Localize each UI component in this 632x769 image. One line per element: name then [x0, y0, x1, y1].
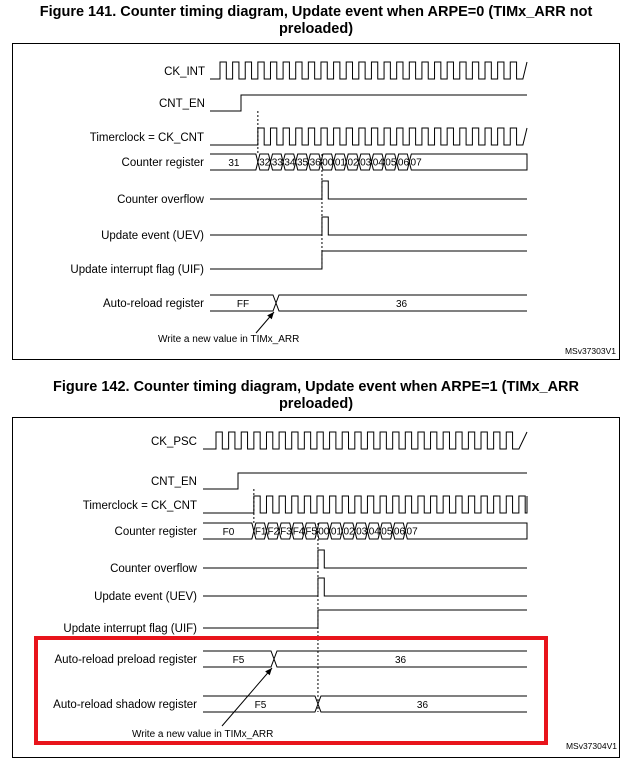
counter-cell-value: 01 — [330, 526, 342, 538]
auto-reload-register-new-value: 36 — [394, 655, 407, 666]
auto-reload-shadow-register-old-value: F5 — [254, 700, 267, 711]
counter-cell-value: 02 — [347, 157, 359, 169]
figure-142-title-line1: Figure 142. Counter timing diagram, Update event when ARPE=1 (TIMx_ARR — [53, 379, 579, 395]
counter-cell-value: 06 — [393, 526, 406, 538]
auto-reload-register-new-value: 36 — [395, 299, 408, 310]
write-new-value-note: Write a new value in TIMx_ARR — [158, 334, 300, 345]
counter-initial-value: 31 — [228, 158, 240, 169]
auto-reload-register-old-value: F5 — [232, 655, 245, 666]
timerclock-label: Timerclock = CK_CNT — [82, 500, 197, 512]
counter-cell — [405, 523, 527, 539]
counter-initial-value: F0 — [222, 527, 235, 538]
auto-reload-shadow-register-label: Auto-reload shadow register — [53, 699, 197, 711]
counter-cell-value: 36 — [309, 157, 321, 169]
cnt-en-label: CNT_EN — [150, 476, 197, 488]
figure-reference-code: MSv37304V1 — [565, 741, 617, 751]
uif-waveform — [203, 610, 527, 628]
clock-label: CK_INT — [164, 66, 205, 78]
figure-142-title-line2: preloaded) — [278, 396, 354, 412]
auto-reload-register-label: Auto-reload register — [103, 298, 204, 310]
counter-overflow-label: Counter overflow — [117, 194, 204, 206]
counter-overflow-waveform — [203, 550, 527, 568]
counter-cell-value: 07 — [410, 157, 422, 169]
counter-register-label: Counter register — [121, 157, 204, 169]
counter-cell-value: 35 — [296, 157, 309, 169]
counter-cell-value: F5 — [305, 526, 317, 538]
counter-overflow-label: Counter overflow — [110, 563, 197, 575]
counter-cell-value: F2 — [267, 526, 280, 538]
counter-cell-value: 32 — [259, 157, 271, 169]
counter-cell-value: 05 — [385, 157, 397, 169]
update-interrupt-flag-label: Update interrupt flag (UIF) — [70, 264, 204, 276]
update-event-waveform — [203, 578, 527, 596]
counter-cell-value: 04 — [368, 526, 380, 538]
update-interrupt-flag-label: Update interrupt flag (UIF) — [63, 623, 197, 635]
timerclock-label: Timerclock = CK_CNT — [89, 132, 204, 144]
auto-reload-register-old-value: FF — [236, 299, 250, 310]
counter-cell-value: 07 — [406, 526, 418, 538]
figure-141-title-line2: preloaded) — [278, 21, 354, 37]
auto-reload-register-label: Auto-reload preload register — [54, 654, 197, 666]
timerclock-waveform — [203, 496, 527, 513]
counter-cell-value: 00 — [318, 526, 330, 538]
counter-cell-value: 05 — [381, 526, 393, 538]
figure-141-title-line1: Figure 141. Counter timing diagram, Update event when ARPE=0 (TIMx_ARR not — [39, 4, 593, 20]
counter-cell-value: F3 — [280, 526, 292, 538]
counter-cell-value: F1 — [254, 526, 267, 538]
cnt-en-label: CNT_EN — [158, 98, 205, 110]
counter-cell-value: 33 — [271, 157, 283, 169]
figure-reference-code: MSv37303V1 — [564, 346, 616, 356]
counter-cell-value: 06 — [397, 157, 410, 169]
counter-cell-value: 00 — [322, 157, 334, 169]
counter-cell-value: 34 — [284, 157, 296, 169]
auto-reload-shadow-register-new-value: 36 — [416, 700, 429, 711]
counter-cell-value: 01 — [334, 157, 346, 169]
counter-cell-value: 03 — [360, 157, 372, 169]
cnt-en-waveform — [203, 473, 527, 489]
write-annotation-arrow-line — [222, 668, 272, 726]
counter-cell-value: 04 — [372, 157, 384, 169]
clock-label: CK_PSC — [150, 436, 197, 448]
counter-cell-value: F4 — [292, 526, 305, 538]
write-new-value-note: Write a new value in TIMx_ARR — [132, 729, 274, 740]
update-event-label: Update event (UEV) — [94, 591, 197, 603]
counter-cell-value: 03 — [356, 526, 368, 538]
counter-cell-value: 02 — [343, 526, 355, 538]
counter-register-label: Counter register — [114, 526, 197, 538]
clock-waveform — [203, 432, 527, 449]
update-event-label: Update event (UEV) — [101, 230, 204, 242]
